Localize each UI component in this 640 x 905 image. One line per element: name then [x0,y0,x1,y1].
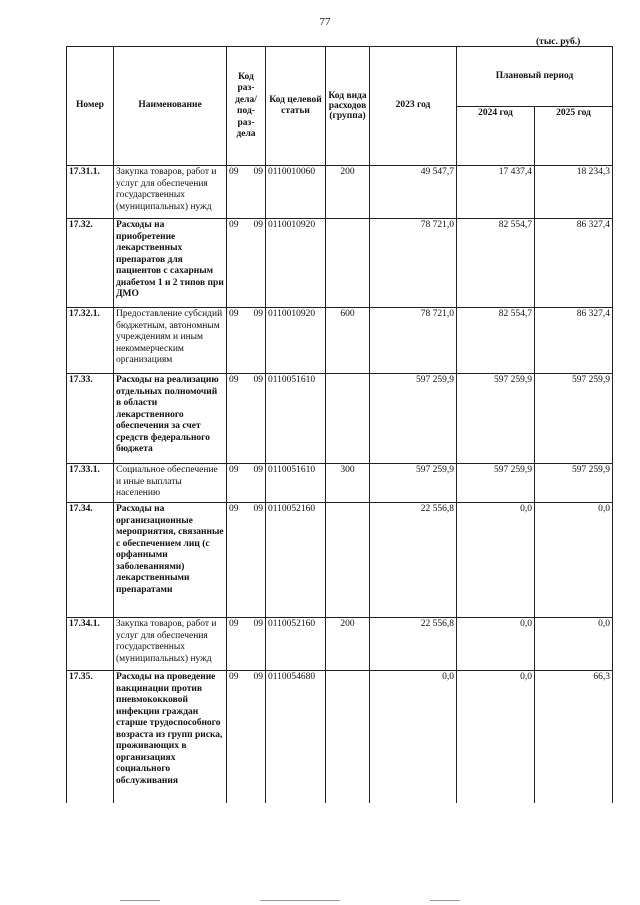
row-2025: 66,3 [535,671,613,804]
row-2024: 17 437,4 [457,166,535,219]
row-section [227,219,266,308]
row-2025: 0,0 [535,618,613,671]
row-section-part: 09 [229,220,239,230]
row-expense-type: 600 [326,308,370,374]
row-section [227,671,266,804]
table-row [67,618,613,671]
page-number: 77 [319,16,331,28]
header-section: Код раз-дела/ под-раз-дела [227,47,266,166]
table-row [67,671,613,804]
row-name: Предоставление субсидий бюджетным, автономным учреждениям и иным некоммерческим организациям [114,308,227,374]
row-2023: 78 721,0 [370,308,457,374]
row-2025: 597 259,9 [535,464,613,503]
row-2025: 86 327,4 [535,308,613,374]
row-expense-type [326,219,370,308]
row-subsection-part: 09 [253,465,263,475]
table-row [67,464,613,503]
header-number: Номер [67,47,114,166]
row-section-part: 09 [229,167,239,177]
row-target: 0110052160 [266,503,326,618]
row-target: 0110051610 [266,464,326,503]
row-expense-type [326,374,370,464]
row-section [227,308,266,374]
row-subsection-part: 09 [253,309,263,319]
row-2023: 0,0 [370,671,457,804]
row-target: 0110054680 [266,671,326,804]
row-name: Социальное обеспечение и иные выплаты населению [114,464,227,503]
row-2024: 82 554,7 [457,219,535,308]
header-name: Наименование [114,47,227,166]
row-name: Расходы на организационные мероприятия, связанные с обеспечением лиц (с орфанными заболеваниями) лекарственными препаратами [114,503,227,618]
row-2023: 597 259,9 [370,374,457,464]
row-section-part: 09 [229,619,239,629]
row-section [227,166,266,219]
row-section [227,618,266,671]
row-target: 0110010920 [266,219,326,308]
header-2025: 2025 год [535,106,613,166]
row-number: 17.31.1. [67,166,114,219]
row-2025: 597 259,9 [535,374,613,464]
row-subsection-part: 09 [253,167,263,177]
row-2023: 22 556,8 [370,503,457,618]
row-2025: 0,0 [535,503,613,618]
row-2023: 597 259,9 [370,464,457,503]
row-2023: 78 721,0 [370,219,457,308]
table-row [67,219,613,308]
header-target: Код целевой статьи [266,47,326,166]
row-target: 0110051610 [266,374,326,464]
row-number: 17.32. [67,219,114,308]
row-2024: 0,0 [457,671,535,804]
row-number: 17.33. [67,374,114,464]
row-2024: 597 259,9 [457,374,535,464]
row-2025: 18 234,3 [535,166,613,219]
row-subsection-part: 09 [253,619,263,629]
header-expense-type: Код вида расходов (группа) [326,47,370,166]
row-2024: 0,0 [457,503,535,618]
header-plan-period: Плановый период [457,47,613,107]
row-2024: 0,0 [457,618,535,671]
row-name: Расходы на приобретение лекарственных препаратов для пациентов с сахарным диабетом 1 и 2 типов при ДМО [114,219,227,308]
row-subsection-part: 09 [253,375,263,385]
row-section [227,374,266,464]
row-2023: 22 556,8 [370,618,457,671]
row-number: 17.34.1. [67,618,114,671]
row-section-part: 09 [229,309,239,319]
row-name: Закупка товаров, работ и услуг для обеспечения государственных (муниципальных) нужд [114,618,227,671]
header-2023: 2023 год [370,47,457,166]
header-2024: 2024 год [457,106,535,166]
row-expense-type: 300 [326,464,370,503]
row-number: 17.33.1. [67,464,114,503]
row-expense-type [326,671,370,804]
table-row [67,503,613,618]
row-expense-type: 200 [326,166,370,219]
row-expense-type [326,503,370,618]
row-section [227,503,266,618]
row-expense-type: 200 [326,618,370,671]
row-name: Закупка товаров, работ и услуг для обеспечения государственных (муниципальных) нужд [114,166,227,219]
row-2025: 86 327,4 [535,219,613,308]
row-2024: 597 259,9 [457,464,535,503]
row-section-part: 09 [229,465,239,475]
row-number: 17.32.1. [67,308,114,374]
row-target: 0110010920 [266,308,326,374]
row-section-part: 09 [229,672,239,682]
table-row [67,166,613,219]
row-target: 0110010060 [266,166,326,219]
row-2023: 49 547,7 [370,166,457,219]
row-section-part: 09 [229,504,239,514]
row-2024: 82 554,7 [457,308,535,374]
row-number: 17.35. [67,671,114,804]
row-section-part: 09 [229,375,239,385]
row-subsection-part: 09 [253,672,263,682]
row-name: Расходы на реализацию отдельных полномочий в области лекарственного обеспечения за счет средств федерального бюджета [114,374,227,464]
row-section [227,464,266,503]
row-number: 17.34. [67,503,114,618]
row-subsection-part: 09 [253,220,263,230]
unit-note: (тыс. руб.) [536,37,581,47]
budget-table [66,46,613,803]
row-target: 0110052160 [266,618,326,671]
row-name: Расходы на проведение вакцинации против пневмококковой инфекции граждан старше трудоспособного возраста из групп риска, проживающих в организациях социального обслуживания [114,671,227,804]
table-row [67,374,613,464]
row-subsection-part: 09 [253,504,263,514]
table-row [67,308,613,374]
